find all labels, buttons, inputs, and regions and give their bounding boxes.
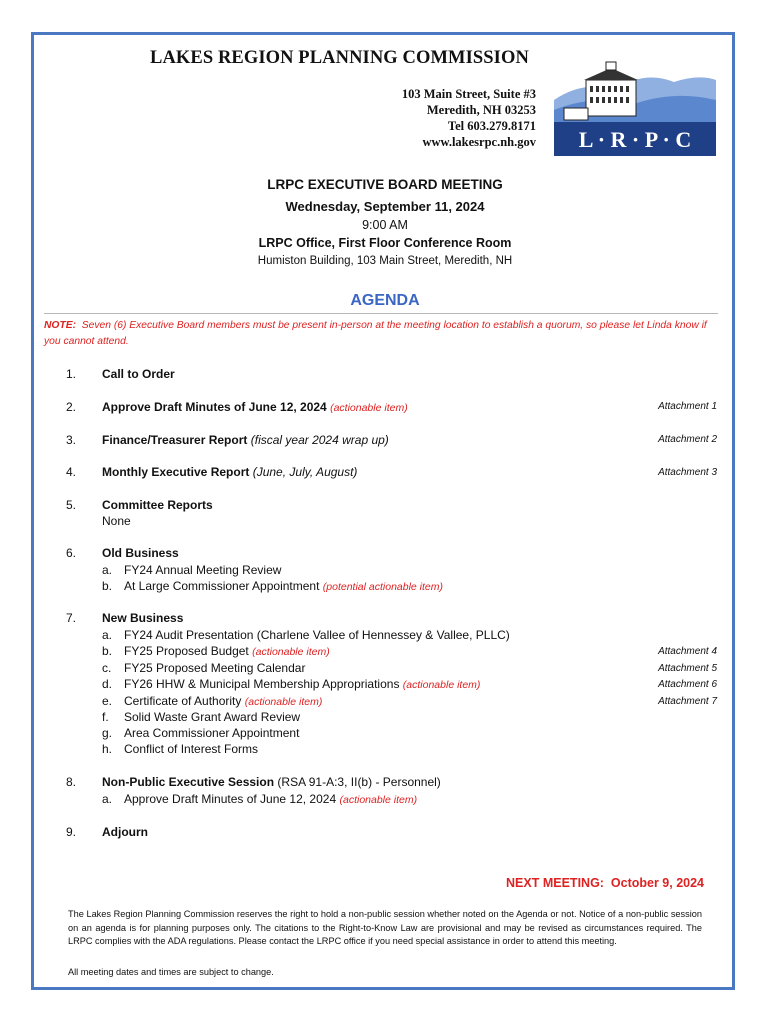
sub-item: a. FY24 Audit Presentation (Charlene Vallee of Hennessey & Vallee, PLLC) — [102, 628, 510, 642]
sub-item: b. FY25 Proposed Budget (actionable item) — [102, 644, 330, 658]
item-detail: (RSA 91-A:3, II(b) - Personnel) — [277, 775, 441, 789]
attachment-link[interactable]: Attachment 6 — [658, 679, 717, 690]
attachment-link[interactable]: Attachment 5 — [658, 663, 717, 674]
item-number: 6. — [66, 546, 77, 560]
quorum-note — [44, 318, 720, 350]
actionable-tag: (potential actionable item) — [322, 581, 444, 593]
change-notice: All meeting dates and times are subject to change. — [68, 967, 274, 977]
item-number: 8. — [66, 775, 77, 789]
divider — [44, 313, 718, 314]
disclaimer-text: The Lakes Region Planning Commission reserves the right to hold a non-public session whether noted on the Agenda or not. Notice of a non-public session on an agenda is for planning purposes only. The citations to the Right-to-Know Law are provisional and may be revised as circumstances required. The LRPC complies with the ADA regulations. Please contact the LRPC office if you need special assistance in order to attend this meeting. — [68, 909, 702, 946]
note-text: Seven (6) Executive Board members must be present in-person at the meeting location to establish a quorum, so please let Linda know if you cannot attend. — [44, 320, 707, 347]
item-number: 5. — [66, 498, 77, 512]
meeting-time: 9:00 AM — [362, 218, 408, 232]
item-title: Call to Order — [102, 367, 175, 381]
sub-item: f. Solid Waste Grant Award Review — [102, 710, 301, 724]
agenda-item-committee-reports — [102, 498, 213, 512]
phone-number: Tel 603.279.8171 — [447, 119, 536, 133]
item-detail: (fiscal year 2024 wrap up) — [250, 433, 389, 447]
actionable-tag: (actionable item) — [244, 696, 323, 708]
sub-item: b. At Large Commissioner Appointment (potential actionable item) — [102, 579, 444, 593]
website-link[interactable]: www.lakesrpc.nh.gov — [422, 135, 536, 149]
item-title: Monthly Executive Report — [102, 465, 250, 479]
sub-item: d. FY26 HHW & Municipal Membership Appropriations (actionable item) — [102, 677, 481, 691]
meeting-title: LRPC EXECUTIVE BOARD MEETING — [267, 177, 503, 192]
item-title: Finance/Treasurer Report — [102, 433, 248, 447]
item-number: 3. — [66, 433, 77, 447]
note-label: NOTE: — [44, 320, 77, 331]
attachment-link[interactable]: Attachment 4 — [658, 646, 717, 657]
agenda-item-non-public-session — [102, 775, 441, 789]
agenda-item-adjourn — [102, 825, 148, 839]
address-line-1: 103 Main Street, Suite #3 — [401, 87, 536, 101]
org-name: LAKES REGION PLANNING COMMISSION — [150, 48, 529, 68]
address-line-2: Meredith, NH 03253 — [426, 103, 536, 117]
actionable-tag: (actionable item) — [402, 679, 481, 691]
logo-text: L · R · P · C — [578, 127, 692, 152]
agenda-heading: AGENDA — [350, 292, 420, 309]
item-line: None — [102, 514, 131, 528]
sub-item: c. FY25 Proposed Meeting Calendar — [102, 661, 306, 675]
meeting-location: LRPC Office, First Floor Conference Room — [258, 236, 512, 250]
agenda-item-finance-report — [102, 433, 389, 447]
actionable-tag: (actionable item) — [252, 646, 330, 658]
agenda-item-old-business — [102, 546, 179, 560]
item-detail: (June, July, August) — [252, 465, 358, 479]
next-meeting: NEXT MEETING: October 9, 2024 — [506, 876, 704, 890]
item-title: Adjourn — [102, 825, 148, 839]
actionable-tag: (actionable item) — [330, 402, 408, 414]
meeting-date: Wednesday, September 11, 2024 — [285, 199, 485, 214]
attachment-link[interactable]: Attachment 7 — [658, 696, 717, 707]
agenda-item-new-business — [102, 611, 183, 625]
item-title: Committee Reports — [102, 498, 213, 512]
sub-item: a. Approve Draft Minutes of June 12, 2024 (actionable item) — [102, 792, 418, 806]
meeting-building: Humiston Building, 103 Main Street, Meredith, NH — [257, 255, 513, 267]
sub-item: h. Conflict of Interest Forms — [102, 742, 259, 756]
item-number: 1. — [66, 367, 77, 381]
attachment-link[interactable]: Attachment 3 — [658, 467, 717, 478]
item-title: Non-Public Executive Session — [102, 775, 275, 789]
item-number: 2. — [66, 400, 77, 414]
lrpc-logo — [554, 60, 716, 156]
item-number: 9. — [66, 825, 77, 839]
actionable-tag: (actionable item) — [339, 794, 418, 806]
attachment-link[interactable]: Attachment 1 — [658, 401, 717, 412]
attachment-link[interactable]: Attachment 2 — [658, 434, 717, 445]
agenda-item-approve-minutes — [102, 400, 408, 414]
agenda-item-executive-report — [102, 465, 357, 479]
item-number: 7. — [66, 611, 77, 625]
item-title: Old Business — [102, 546, 179, 560]
sub-item: g. Area Commissioner Appointment — [102, 726, 300, 740]
sub-item: a. FY24 Annual Meeting Review — [102, 563, 282, 577]
item-title: New Business — [102, 611, 184, 625]
sub-item: e. Certificate of Authority (actionable item) — [102, 694, 323, 708]
agenda-item-call-to-order — [102, 367, 175, 381]
item-title: Approve Draft Minutes of June 12, 2024 — [102, 400, 327, 414]
item-number: 4. — [66, 465, 77, 479]
